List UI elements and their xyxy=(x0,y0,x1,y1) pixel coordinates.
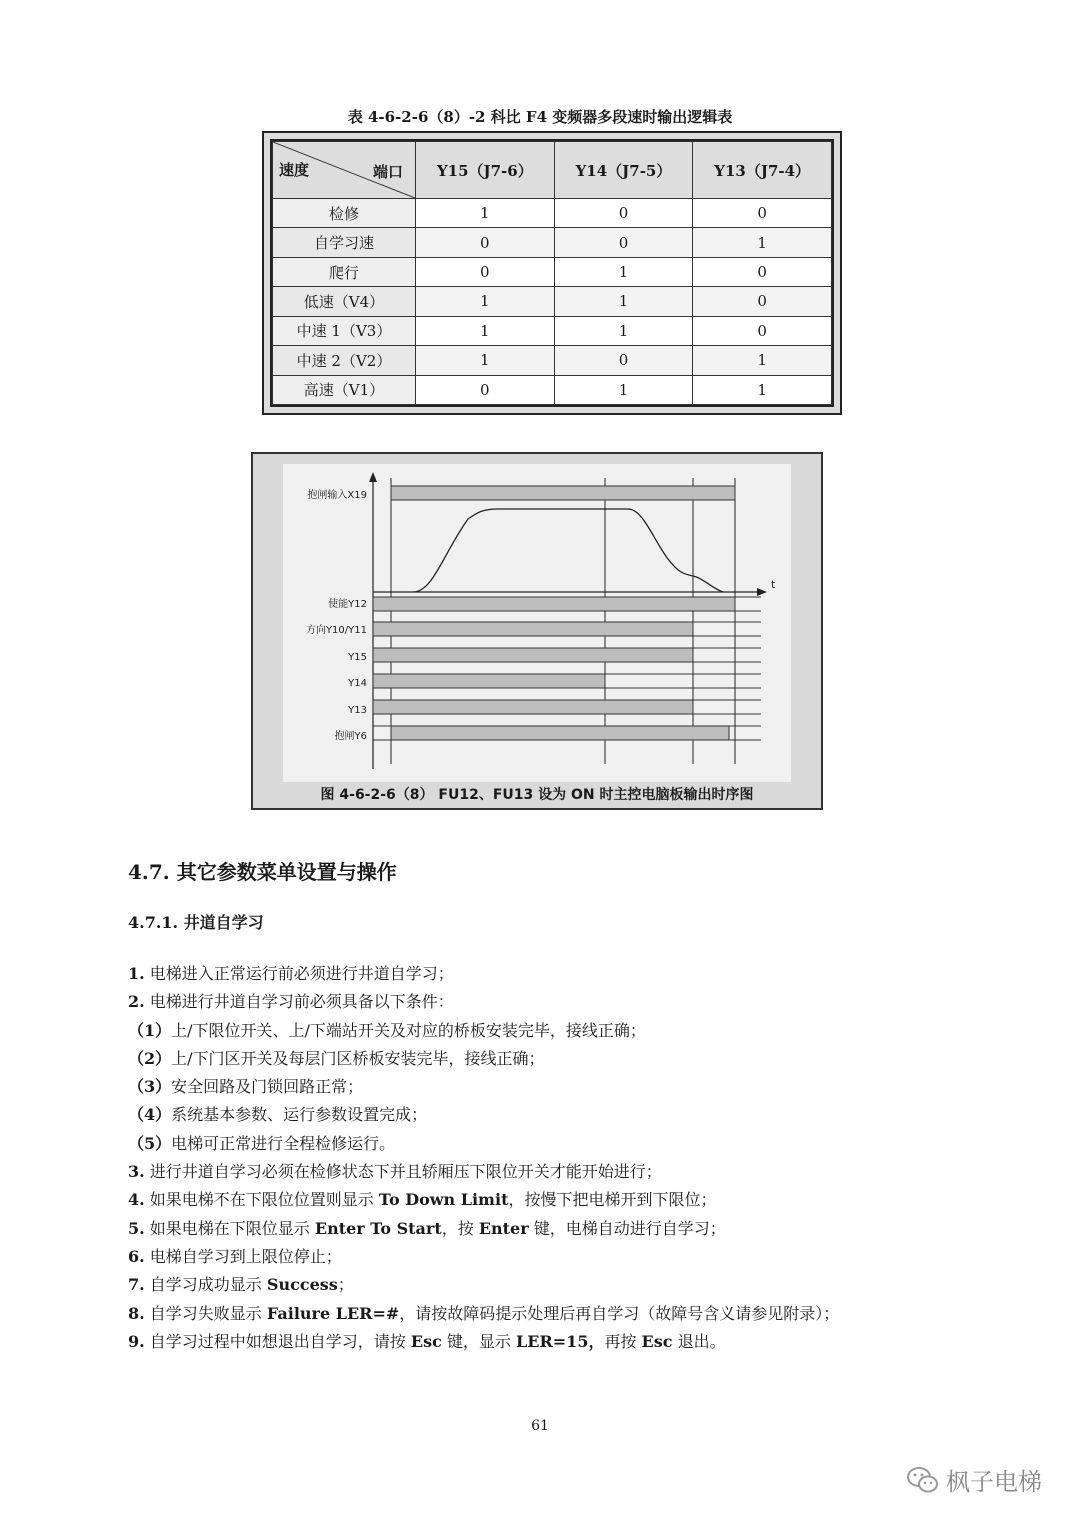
logic-table xyxy=(272,141,832,405)
table-row xyxy=(273,257,832,286)
signal-bar xyxy=(391,486,735,500)
list-item: 9. 自学习过程中如想退出自学习，请按 Esc 键，显示 LER=15，再按 Esc 退出。 xyxy=(128,1331,726,1351)
timing-diagram xyxy=(283,464,791,782)
value-cell: 0 xyxy=(416,375,555,404)
value-cell: 0 xyxy=(554,346,693,375)
value-cell: 1 xyxy=(554,375,693,404)
table-row xyxy=(273,199,832,228)
list-item: （4）系统基本参数、运行参数设置完成； xyxy=(128,1105,428,1125)
list-item: 4. 如果电梯不在下限位位置则显示 To Down Limit，按慢下把电梯开到下限位； xyxy=(128,1190,717,1210)
list-item: （1）上/下限位开关、上/下端站开关及对应的桥板安装完毕，接线正确； xyxy=(128,1020,646,1040)
speed-cell: 中速 2（V2） xyxy=(273,346,416,375)
header-speed-port xyxy=(273,142,416,199)
table-row xyxy=(273,316,832,345)
list-item: 7. 自学习成功显示 Success； xyxy=(128,1275,354,1295)
watermark xyxy=(906,1462,1042,1497)
signal-label: Y13 xyxy=(348,705,367,716)
header-col: Y13（J7-4） xyxy=(693,142,832,199)
header-speed: 速度 xyxy=(279,161,310,179)
speed-cell: 检修 xyxy=(273,199,416,228)
speed-cell: 爬行 xyxy=(273,257,416,286)
signal-label: 抱闸Y6 xyxy=(334,731,367,742)
signal-label: 方向Y10/Y11 xyxy=(305,625,367,636)
signal-bar xyxy=(373,597,735,611)
value-cell: 0 xyxy=(693,199,832,228)
header-col: Y15（J7-6） xyxy=(416,142,555,199)
list-item: 6. 电梯自学习到上限位停止； xyxy=(128,1246,342,1266)
y-axis-arrow xyxy=(369,472,377,482)
list-item: 1. 电梯进入正常运行前必须进行井道自学习； xyxy=(128,964,454,983)
value-cell: 0 xyxy=(416,257,555,286)
watermark-text: 枫子电梯 xyxy=(946,1468,1042,1496)
speed-curve xyxy=(413,509,723,592)
list-item: 8. 自学习失败显示 Failure LER=#，请按故障码提示处理后再自学习（故障号含义请参见附录）； xyxy=(128,1303,840,1323)
value-cell: 1 xyxy=(416,199,555,228)
value-cell: 1 xyxy=(416,316,555,345)
list-item: 2. 电梯进行井道自学习前必须具备以下条件： xyxy=(128,992,454,1012)
page-number: 61 xyxy=(531,1418,549,1434)
value-cell: 0 xyxy=(693,316,832,345)
signal-bar xyxy=(373,674,605,688)
table-caption: 表 4-6-2-6（8）-2 科比 F4 变频器多段速时输出逻辑表 xyxy=(347,108,733,126)
list-item: 3. 进行井道自学习必须在检修状态下并且轿厢压下限位开关才能开始进行； xyxy=(128,1162,662,1182)
value-cell: 1 xyxy=(693,346,832,375)
list-item: （5）电梯可正常进行全程检修运行。 xyxy=(128,1133,396,1153)
time-axis-label: t xyxy=(771,578,776,591)
value-cell: 1 xyxy=(416,287,555,316)
table-row xyxy=(273,346,832,375)
speed-cell: 低速（V4） xyxy=(273,287,416,316)
signal-label: 抱闸输入X19 xyxy=(307,490,367,501)
signal-bar xyxy=(373,648,693,662)
procedure-list xyxy=(128,960,988,1356)
table-row xyxy=(273,228,832,257)
signal-label: Y14 xyxy=(348,678,367,689)
section-heading: 4.7. 其它参数菜单设置与操作 xyxy=(128,860,397,884)
value-cell: 0 xyxy=(554,228,693,257)
signal-bar xyxy=(391,726,729,740)
speed-cell: 中速 1（V3） xyxy=(273,316,416,345)
value-cell: 1 xyxy=(554,287,693,316)
value-cell: 1 xyxy=(416,346,555,375)
figure-caption: 图 4-6-2-6（8） FU12、FU13 设为 ON 时主控电脑板输出时序图 xyxy=(320,787,754,803)
header-col: Y14（J7-5） xyxy=(554,142,693,199)
subsection-heading: 4.7.1. 井道自学习 xyxy=(128,913,264,932)
speed-cell: 自学习速 xyxy=(273,228,416,257)
value-cell: 0 xyxy=(693,257,832,286)
table-row xyxy=(273,287,832,316)
value-cell: 1 xyxy=(693,228,832,257)
speed-cell: 高速（V1） xyxy=(273,375,416,404)
list-item: 5. 如果电梯在下限位显示 Enter To Start，按 Enter 键，电梯自动进行自学习； xyxy=(128,1218,726,1238)
value-cell: 1 xyxy=(554,316,693,345)
time-axis-arrow xyxy=(757,588,767,596)
list-item: （3）安全回路及门锁回路正常； xyxy=(128,1077,364,1097)
value-cell: 0 xyxy=(693,287,832,316)
table-row xyxy=(273,375,832,404)
value-cell: 1 xyxy=(554,257,693,286)
value-cell: 0 xyxy=(554,199,693,228)
signal-label: Y15 xyxy=(348,652,367,663)
signal-bar xyxy=(373,622,693,636)
timing-figure-frame xyxy=(251,452,823,810)
signal-label: 使能Y12 xyxy=(328,599,367,610)
list-item: （2）上/下门区开关及每层门区桥板安装完毕，接线正确； xyxy=(128,1048,545,1068)
header-port: 端口 xyxy=(372,163,403,181)
wechat-icon xyxy=(906,1466,940,1494)
signal-bar xyxy=(373,700,693,714)
value-cell: 1 xyxy=(693,375,832,404)
value-cell: 0 xyxy=(416,228,555,257)
logic-table-frame xyxy=(262,131,842,415)
